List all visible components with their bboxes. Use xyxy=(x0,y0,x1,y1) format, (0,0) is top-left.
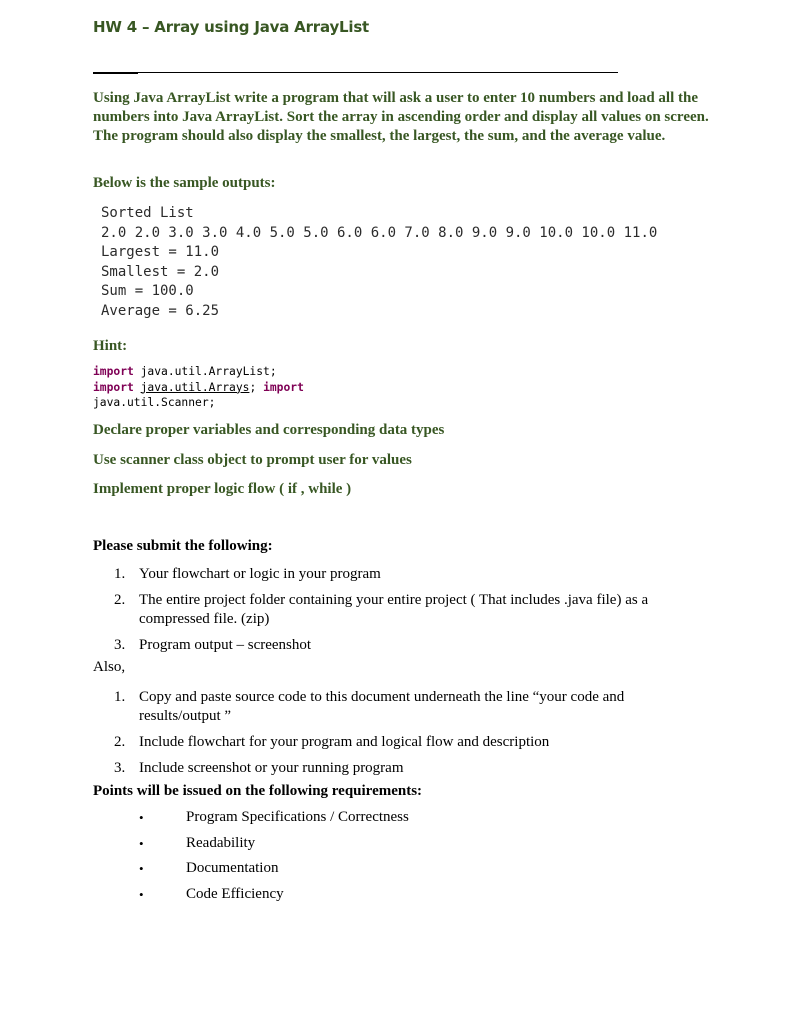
title-underline-short xyxy=(93,72,138,74)
list-number: 1. xyxy=(114,566,126,582)
list-number: 3. xyxy=(114,760,126,776)
code-keyword: import xyxy=(93,380,134,394)
document-title: HW 4 – Array using Java ArrayList xyxy=(93,18,370,36)
list-text: Copy and paste source code to this document underneath the line “your code and results/output ” xyxy=(139,689,625,724)
list-item xyxy=(93,834,409,860)
list-number: 1. xyxy=(114,689,126,705)
submit-list xyxy=(93,565,693,655)
bullet-icon: • xyxy=(139,886,144,902)
bullet-icon: • xyxy=(139,835,144,851)
list-item xyxy=(93,636,693,655)
also-list xyxy=(93,688,693,778)
list-item xyxy=(93,565,693,584)
list-item xyxy=(93,591,693,629)
list-item xyxy=(93,688,693,726)
instruction-line: Declare proper variables and corresponding data types xyxy=(93,422,445,438)
list-item xyxy=(93,859,409,885)
bullet-icon: • xyxy=(139,861,144,876)
sample-output-line: Sorted List xyxy=(101,205,194,221)
code-line xyxy=(93,364,304,380)
list-text: Readability xyxy=(186,834,256,851)
list-text: Code Efficiency xyxy=(186,885,284,902)
list-item xyxy=(93,733,693,752)
points-heading: Points will be issued on the following requirements: xyxy=(93,783,423,799)
sample-output-line: Sum = 100.0 xyxy=(101,283,194,299)
also-label: Also, xyxy=(93,659,126,675)
list-text: Your flowchart or logic in your program xyxy=(139,566,381,582)
list-item xyxy=(93,885,409,911)
list-text: The entire project folder containing your entire project ( That includes .java file) as a compressed file. (zip) xyxy=(139,592,649,627)
list-text: Include screenshot or your running program xyxy=(139,760,404,776)
list-item xyxy=(93,808,409,834)
list-text: Include flowchart for your program and logical flow and description xyxy=(139,734,550,750)
code-text: java.util.Arrays xyxy=(140,380,250,394)
list-number: 3. xyxy=(114,637,126,653)
list-item xyxy=(93,759,693,778)
list-text: Program Specifications / Correctness xyxy=(186,809,409,825)
points-list xyxy=(93,808,409,910)
list-number: 2. xyxy=(114,734,126,750)
code-text: java.util.ArrayList; xyxy=(133,365,277,378)
list-number: 2. xyxy=(114,592,126,608)
code-keyword: import xyxy=(93,365,134,378)
list-text: Program output – screenshot xyxy=(139,637,312,653)
instruction-line: Use scanner class object to prompt user for values xyxy=(93,452,412,468)
sample-output-block xyxy=(101,204,657,321)
bullet-icon: • xyxy=(139,810,144,825)
code-keyword: import xyxy=(263,380,304,394)
list-text: Documentation xyxy=(186,860,279,876)
sample-output-label: Below is the sample outputs: xyxy=(93,175,276,191)
title-underline-long xyxy=(138,72,618,73)
instruction-line: Implement proper logic flow ( if , while ) xyxy=(93,481,352,497)
code-text: ; xyxy=(249,380,264,394)
code-line: java.util.Scanner; xyxy=(93,396,216,409)
code-line xyxy=(93,380,304,396)
submit-heading: Please submit the following: xyxy=(93,538,273,554)
sample-output-line: Average = 6.25 xyxy=(101,302,220,319)
sample-output-line: 2.0 2.0 3.0 3.0 4.0 5.0 5.0 6.0 6.0 7.0 8.0 9.0 9.0 10.0 10.0 11.0 xyxy=(101,224,658,241)
sample-output-line: Largest = 11.0 xyxy=(101,244,220,260)
assignment-description: Using Java ArrayList write a program that will ask a user to enter 10 numbers and load all the numbers into Java ArrayList. Sort the array in ascending order and display all values on screen. The program should also display the smallest, the largest, the sum, and the average value. xyxy=(93,90,709,144)
sample-output-line: Smallest = 2.0 xyxy=(101,263,220,280)
hint-label: Hint: xyxy=(93,338,128,354)
hint-code-block xyxy=(93,364,304,411)
